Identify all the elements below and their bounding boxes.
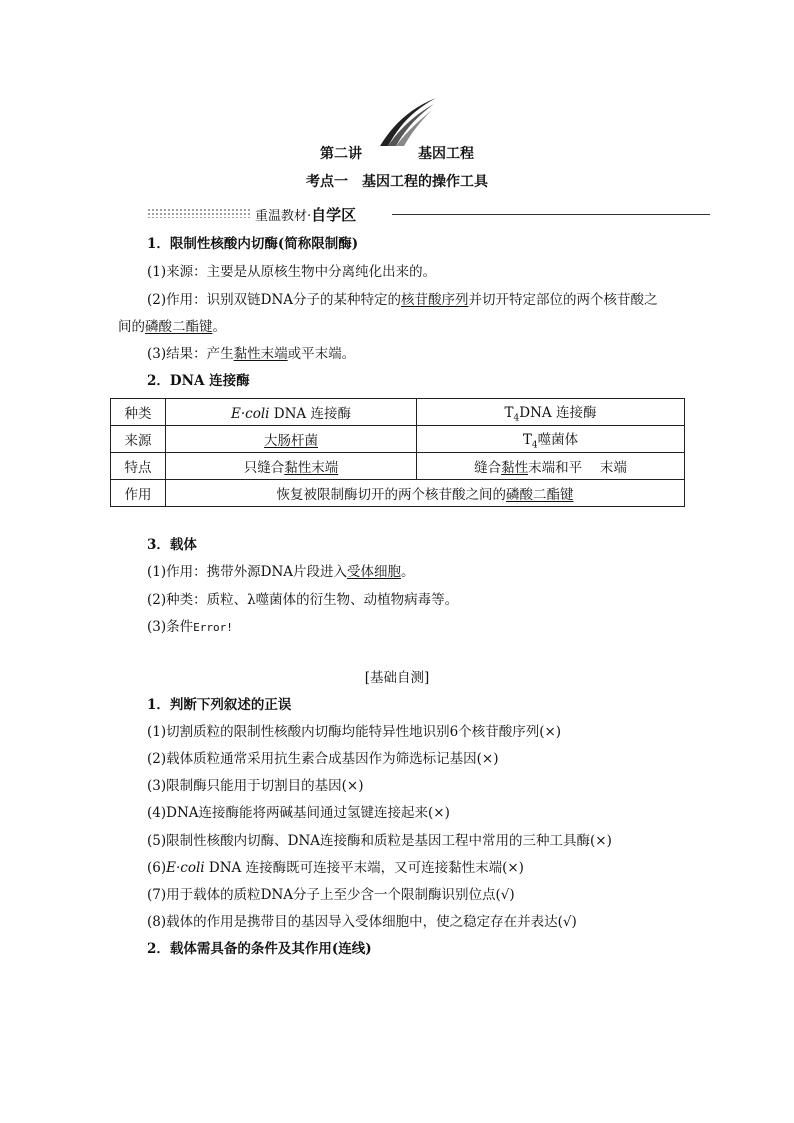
lecture-topic: 基因工程 [418, 146, 474, 162]
section-title [0, 171, 794, 191]
part3-kinds: (2)种类：质粒、λ噬菌体的衍生物、动植物病毒等。 [147, 592, 459, 608]
table-cell: 只缝合黏性末端 [166, 453, 417, 480]
table-cell: $T_4DNA$ 连接酶 [417, 399, 685, 426]
table-cell: E·coli DNA 连接酶 [166, 399, 417, 426]
section-band [147, 204, 710, 224]
dotted-pattern [147, 208, 251, 218]
band-label: 重温教材·自学区 [255, 206, 357, 224]
ligase-table [110, 398, 685, 507]
table-cell: 特点 [111, 453, 166, 480]
table-row [111, 480, 685, 507]
table-row [111, 426, 685, 453]
selftest-item: (7)用于载体的质粒DNA分子上至少含一个限制酶识别位点(√) [147, 887, 515, 903]
section-prefix: 考点一 [306, 174, 348, 190]
part1-function: (2)作用：识别双链DNA分子的某种特定的核苷酸序列并切开特定部位的两个核苷酸之 [147, 292, 658, 308]
part2-heading: 2．DNA 连接酶 [147, 373, 250, 389]
band-rule [392, 214, 710, 215]
selftest-item: (5)限制性核酸内切酶、DNA连接酶和质粒是基因工程中常用的三种工具酶(×) [147, 833, 612, 849]
selftest-item: (8)载体的作用是携带目的基因导入受体细胞中，使之稳定存在并表达(√) [147, 914, 577, 930]
lecture-number: 第二讲 [320, 146, 362, 162]
selftest-q2-heading: 2．载体需具备的条件及其作用(连线) [147, 941, 372, 957]
selftest-item: (3)限制酶只能用于切割目的基因(×) [147, 778, 364, 794]
part3-heading: 3．载体 [147, 537, 197, 553]
chapter-title [0, 143, 794, 163]
table-cell: 恢复被限制酶切开的两个核苷酸之间的磷酸二酯键 [166, 480, 685, 507]
selftest-item: (6)E·coli DNA 连接酶既可连接平末端，又可连接黏性末端(×) [147, 860, 524, 876]
table-cell: 大肠杆菌 [166, 426, 417, 453]
table-row [111, 399, 685, 426]
part1-result: (3)结果：产生黏性末端或平末端。 [147, 346, 356, 362]
selftest-item: (2)载体质粒通常采用抗生素合成基因作为筛选标记基因(×) [147, 751, 499, 767]
selftest-item: (4)DNA连接酶能将两碱基间通过氢键连接起来(×) [147, 805, 450, 821]
part1-heading: 1．限制性核酸内切酶(简称限制酶) [147, 236, 359, 252]
part1-source: (1)来源：主要是从原核生物中分离纯化出来的。 [147, 264, 437, 280]
selftest-title: [基础自测] [364, 670, 430, 686]
section-name: 基因工程的操作工具 [362, 174, 488, 190]
selftest-q1-heading: 1．判断下列叙述的正误 [147, 697, 292, 713]
part3-effect: (1)作用：携带外源DNA片段进入受体细胞。 [147, 564, 415, 580]
selftest-item: (1)切割质粒的限制性核酸内切酶均能特异性地识别6个核苷酸序列(×) [147, 724, 562, 740]
table-cell: 作用 [111, 480, 166, 507]
table-cell: $T_4$噬菌体 [417, 426, 685, 453]
part1-function-cont: 间的磷酸二酯键。 [118, 319, 226, 335]
table-cell: 种类 [111, 399, 166, 426]
table-cell: 缝合黏性末端和平 末端 [417, 453, 685, 480]
table-row [111, 453, 685, 480]
swoosh-logo-icon [378, 96, 438, 148]
part3-conditions: (3)条件Error! [147, 619, 233, 635]
table-cell: 来源 [111, 426, 166, 453]
